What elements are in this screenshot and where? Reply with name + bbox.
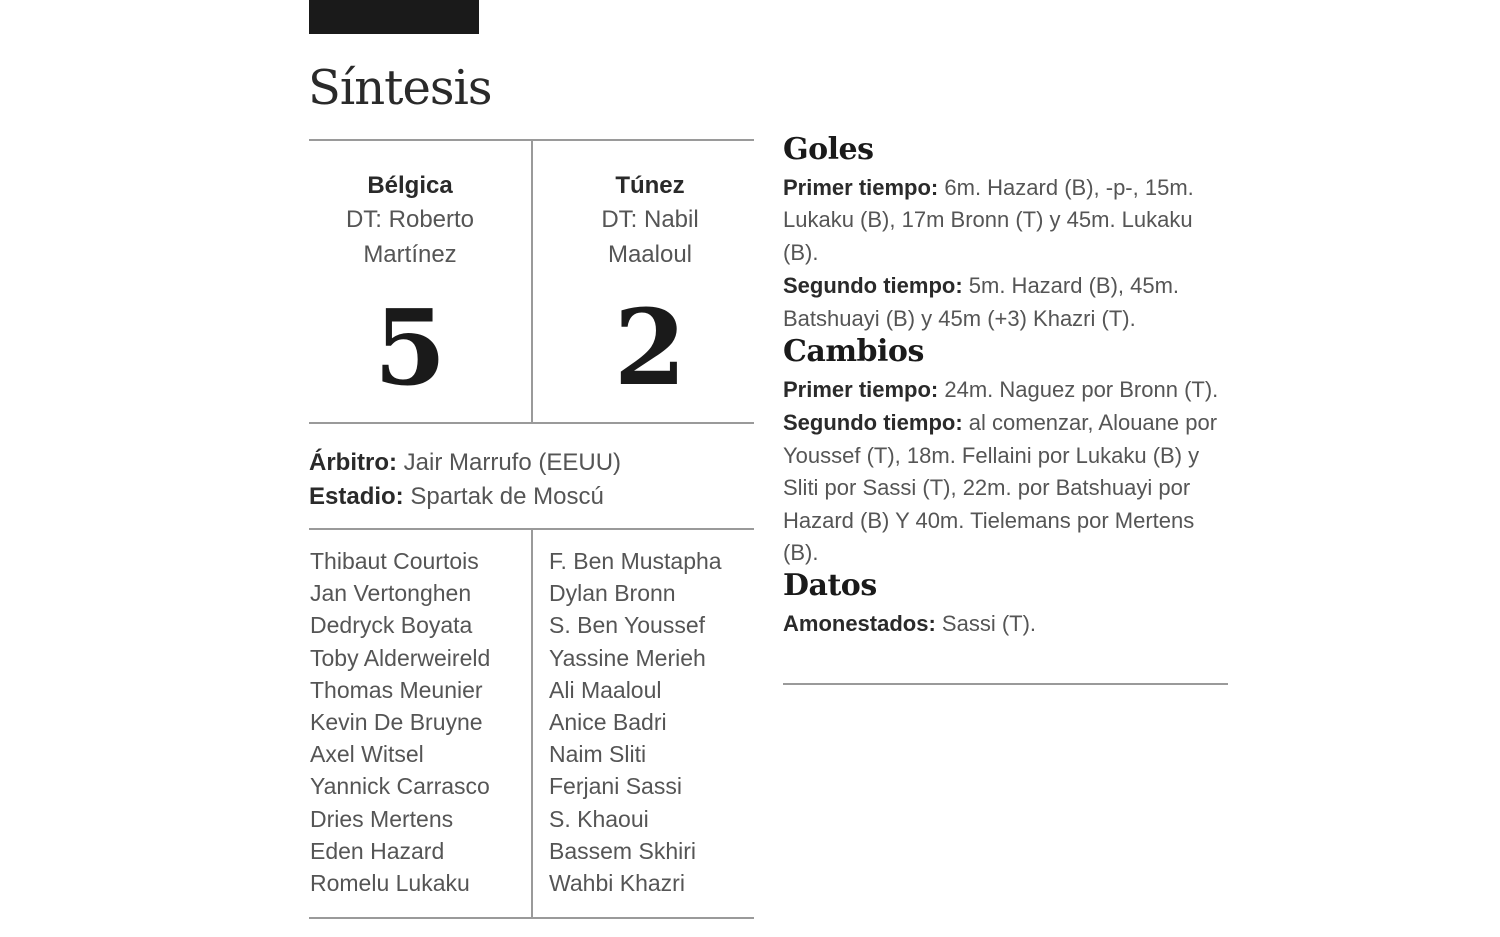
players-belgium [310,545,490,899]
player-name: Thibaut Courtois [310,548,479,574]
amonestados-text: Sassi (T). [935,611,1037,637]
team-tunisia [540,170,760,272]
score-belgium: 5 [373,286,447,409]
team-name: Túnez [615,172,685,199]
team-belgium [300,170,520,272]
period-label: Primer tiempo: [783,377,939,403]
referee-line [309,446,621,480]
player-name: Jan Vertonghen [310,580,472,607]
player-name: Ali Maaloul [549,676,662,703]
player-name: Thomas Meunier [310,676,483,703]
player-name: Anice Badri [549,709,667,736]
page-title: Síntesis [308,60,492,116]
player-name: Kevin De Bruyne [310,709,483,736]
player-name: Eden Hazard [310,837,445,864]
score-tunisia: 2 [613,286,687,409]
period-label: Segundo tiempo: [783,410,963,436]
match-details [783,128,1233,642]
player-name: Dylan Bronn [549,580,676,607]
players-tunisia [549,545,722,899]
period-label: Primer tiempo: [783,175,939,200]
player-name: Bassem Skhiri [549,837,696,864]
referee-label: Árbitro: [309,449,397,476]
period-text: 5m. Hazard (B), 45m. Batshuayi (B) y 45m (+3) Khazri (T). [783,273,1180,331]
amonestados-label: Amonestados: [783,611,936,637]
player-name: S. Ben Youssef [549,612,706,639]
period-text: al comenzar, Alouane por Youssef (T), 18m. Fellaini por Lukaku (B) y Sliti por Sassi (T), 22m. por Batshuayi por Hazard (B) Y 40m. Tielemans por Mertens (B). [783,410,1218,566]
player-name: S. Khaoui [549,805,649,832]
player-name: Dedryck Boyata [310,612,473,639]
team-name: Bélgica [367,172,453,199]
player-name: Axel Witsel [310,741,424,768]
player-name: Dries Mertens [310,805,454,832]
divider-bottom [309,917,754,919]
stadium-label: Estadio: [309,483,404,510]
stadium-line [309,480,621,514]
player-name: Yannick Carrasco [310,773,490,800]
cambios-primer-tiempo [783,374,1233,406]
goles-primer-tiempo [783,172,1233,269]
coach-line: DT: Roberto [345,206,475,233]
period-text: 6m. Hazard (B), -p-, 15m. Lukaku (B), 17m Bronn (T) y 45m. Lukaku (B). [783,175,1194,265]
player-name: Romelu Lukaku [310,870,470,897]
referee-value: Jair Marrufo (EEUU) [396,449,622,476]
datos-amonestados [783,608,1233,640]
player-name: Toby Alderweireld [310,644,491,671]
divider-after-scores [309,422,754,424]
player-name: Ferjani Sassi [549,773,682,800]
period-label: Segundo tiempo: [783,273,963,299]
coach-line: Martínez [363,241,457,268]
player-name: F. Ben Mustapha [549,548,722,574]
period-text: 24m. Naguez por Bronn (T). [938,377,1219,403]
player-name: Naim Sliti [549,741,647,768]
coach-line: DT: Nabil [601,206,699,233]
divider-right-bottom [783,683,1228,685]
divider-teams-vertical [531,140,533,422]
player-name: Yassine Merieh [549,644,706,671]
cambios-segundo-tiempo [783,407,1233,569]
match-meta [309,446,621,514]
goles-segundo-tiempo [783,270,1233,335]
header-black-bar [309,0,479,34]
player-name: Wahbi Khazri [549,870,685,897]
coach-line: Maaloul [607,241,693,268]
cambios-heading: Cambios [783,334,924,370]
goles-heading: Goles [783,132,874,167]
datos-heading: Datos [783,568,877,604]
divider-players-vertical [531,529,533,918]
stadium-value: Spartak de Moscú [403,483,604,510]
